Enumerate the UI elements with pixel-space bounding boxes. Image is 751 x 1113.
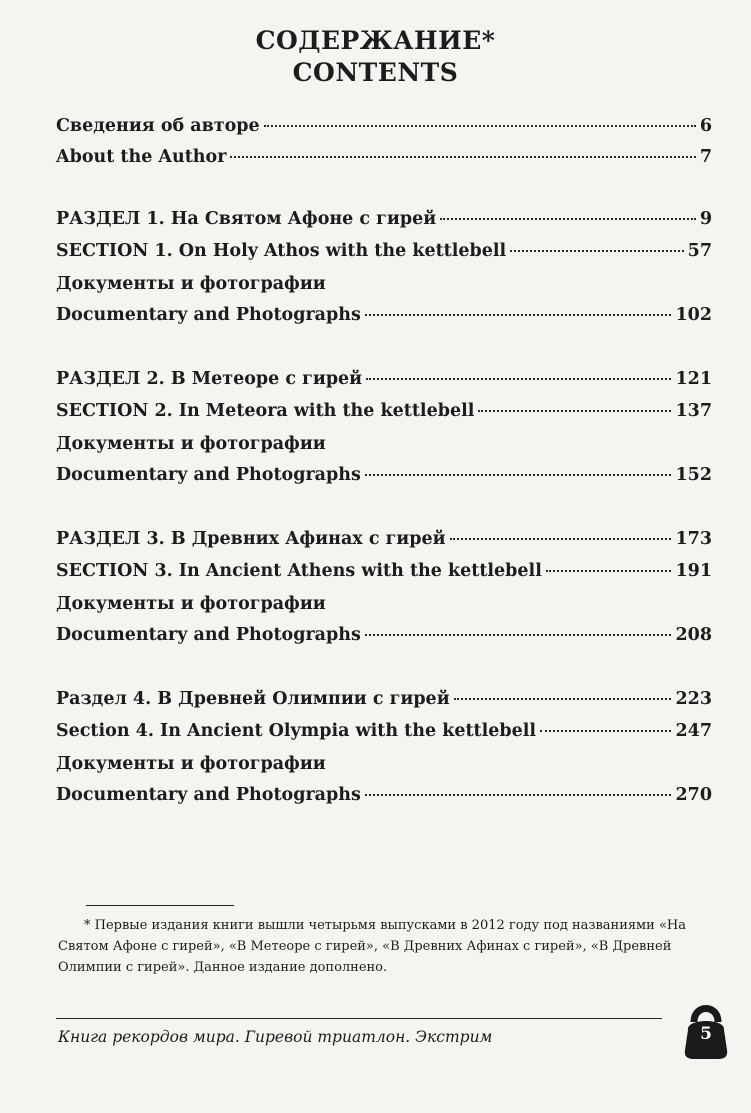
toc-entry-label: Documentary and Photographs: [56, 785, 361, 805]
toc-entry: [56, 625, 712, 655]
toc-entry-page: 57: [687, 241, 712, 261]
toc-entry-label: РАЗДЕЛ 2. В Метеоре с гирей: [56, 369, 363, 389]
toc-entry-label: Документы и фотографии: [56, 594, 326, 614]
toc-entry: [56, 116, 712, 146]
toc-entry-label: РАЗДЕЛ 1. На Святом Афоне с гирей: [56, 209, 437, 229]
toc-entry-label: Сведения об авторе: [56, 116, 260, 136]
toc-entry-label: SECTION 2. In Meteora with the kettlebell: [56, 401, 475, 421]
toc-dot-leader: [454, 698, 672, 700]
toc-entry-page: 6: [699, 116, 712, 136]
toc-entry: [56, 274, 712, 304]
toc-entry: [56, 209, 712, 239]
toc-entry: [56, 689, 712, 719]
contents-title-ru: СОДЕРЖАНИЕ*: [255, 26, 496, 55]
toc-dot-leader: [478, 410, 671, 412]
toc-dot-leader: [365, 474, 672, 476]
toc-entry-label: РАЗДЕЛ 3. В Древних Афинах с гирей: [56, 529, 446, 549]
footnote: * Первые издания книги вышли четырьмя выпусками в 2012 году под названиями «На Святом Афоне с гирей», «В Метеоре с гирей», «В Древних Афинах с гирей», «В Древней Олимпии с гирей». Данное издание дополнено.: [58, 918, 687, 975]
contents-title-en: CONTENTS: [292, 58, 459, 87]
toc-entry-page: 173: [675, 529, 712, 549]
toc-entry-label: Documentary and Photographs: [56, 625, 361, 645]
toc-dot-leader: [540, 730, 671, 732]
toc-entry: [56, 434, 712, 464]
page-number: 5: [700, 1024, 712, 1044]
toc-entry: [56, 754, 712, 784]
toc-dot-leader: [365, 314, 672, 316]
toc-entry-label: Раздел 4. В Древней Олимпии с гирей: [56, 689, 450, 709]
toc-entry-label: Документы и фотографии: [56, 274, 326, 294]
toc-entry-label: Documentary and Photographs: [56, 465, 361, 485]
toc-entry-page: 121: [675, 369, 712, 389]
toc-entry: [56, 241, 712, 271]
toc-entry-page: 7: [699, 147, 712, 167]
toc-entry-label: SECTION 1. On Holy Athos with the kettlebell: [56, 241, 507, 261]
toc-entry-label: Документы и фотографии: [56, 434, 326, 454]
toc-entry: [56, 147, 712, 177]
toc-entry: [56, 785, 712, 815]
toc-entry-page: 223: [675, 689, 712, 709]
toc-entry-label: Документы и фотографии: [56, 754, 326, 774]
toc-entry-page: 208: [675, 625, 712, 645]
toc-dot-leader: [546, 570, 672, 572]
running-footer-title: Книга рекордов мира. Гиревой триатлон. Экстрим: [58, 1028, 493, 1046]
toc-dot-leader: [264, 125, 696, 127]
toc-entry-page: 247: [675, 721, 712, 741]
toc-entry: [56, 465, 712, 495]
toc-dot-leader: [450, 538, 672, 540]
toc-entry-page: 9: [699, 209, 712, 229]
toc-dot-leader: [365, 634, 672, 636]
toc-entry-page: 137: [675, 401, 712, 421]
toc-entry-label: About the Author: [56, 147, 227, 167]
footnote-divider: [86, 905, 234, 906]
toc-dot-leader: [440, 218, 696, 220]
toc-entry-page: 102: [675, 305, 712, 325]
toc-dot-leader: [230, 156, 695, 158]
toc-entry: [56, 721, 712, 751]
toc-entry-label: Documentary and Photographs: [56, 305, 361, 325]
toc-entry: [56, 305, 712, 335]
toc-entry-page: 191: [675, 561, 712, 581]
toc-entry: [56, 561, 712, 591]
toc-dot-leader: [366, 378, 671, 380]
footer-divider: [56, 1018, 662, 1019]
toc-entry: [56, 401, 712, 431]
toc-dot-leader: [365, 794, 672, 796]
toc-entry-label: SECTION 3. In Ancient Athens with the kettlebell: [56, 561, 542, 581]
toc-entry: [56, 369, 712, 399]
toc-entry: [56, 529, 712, 559]
toc-entry-page: 270: [675, 785, 712, 805]
toc-entry-page: 152: [675, 465, 712, 485]
toc-dot-leader: [510, 250, 683, 252]
toc-entry: [56, 594, 712, 624]
toc-entry-label: Section 4. In Ancient Olympia with the kettlebell: [56, 721, 537, 741]
